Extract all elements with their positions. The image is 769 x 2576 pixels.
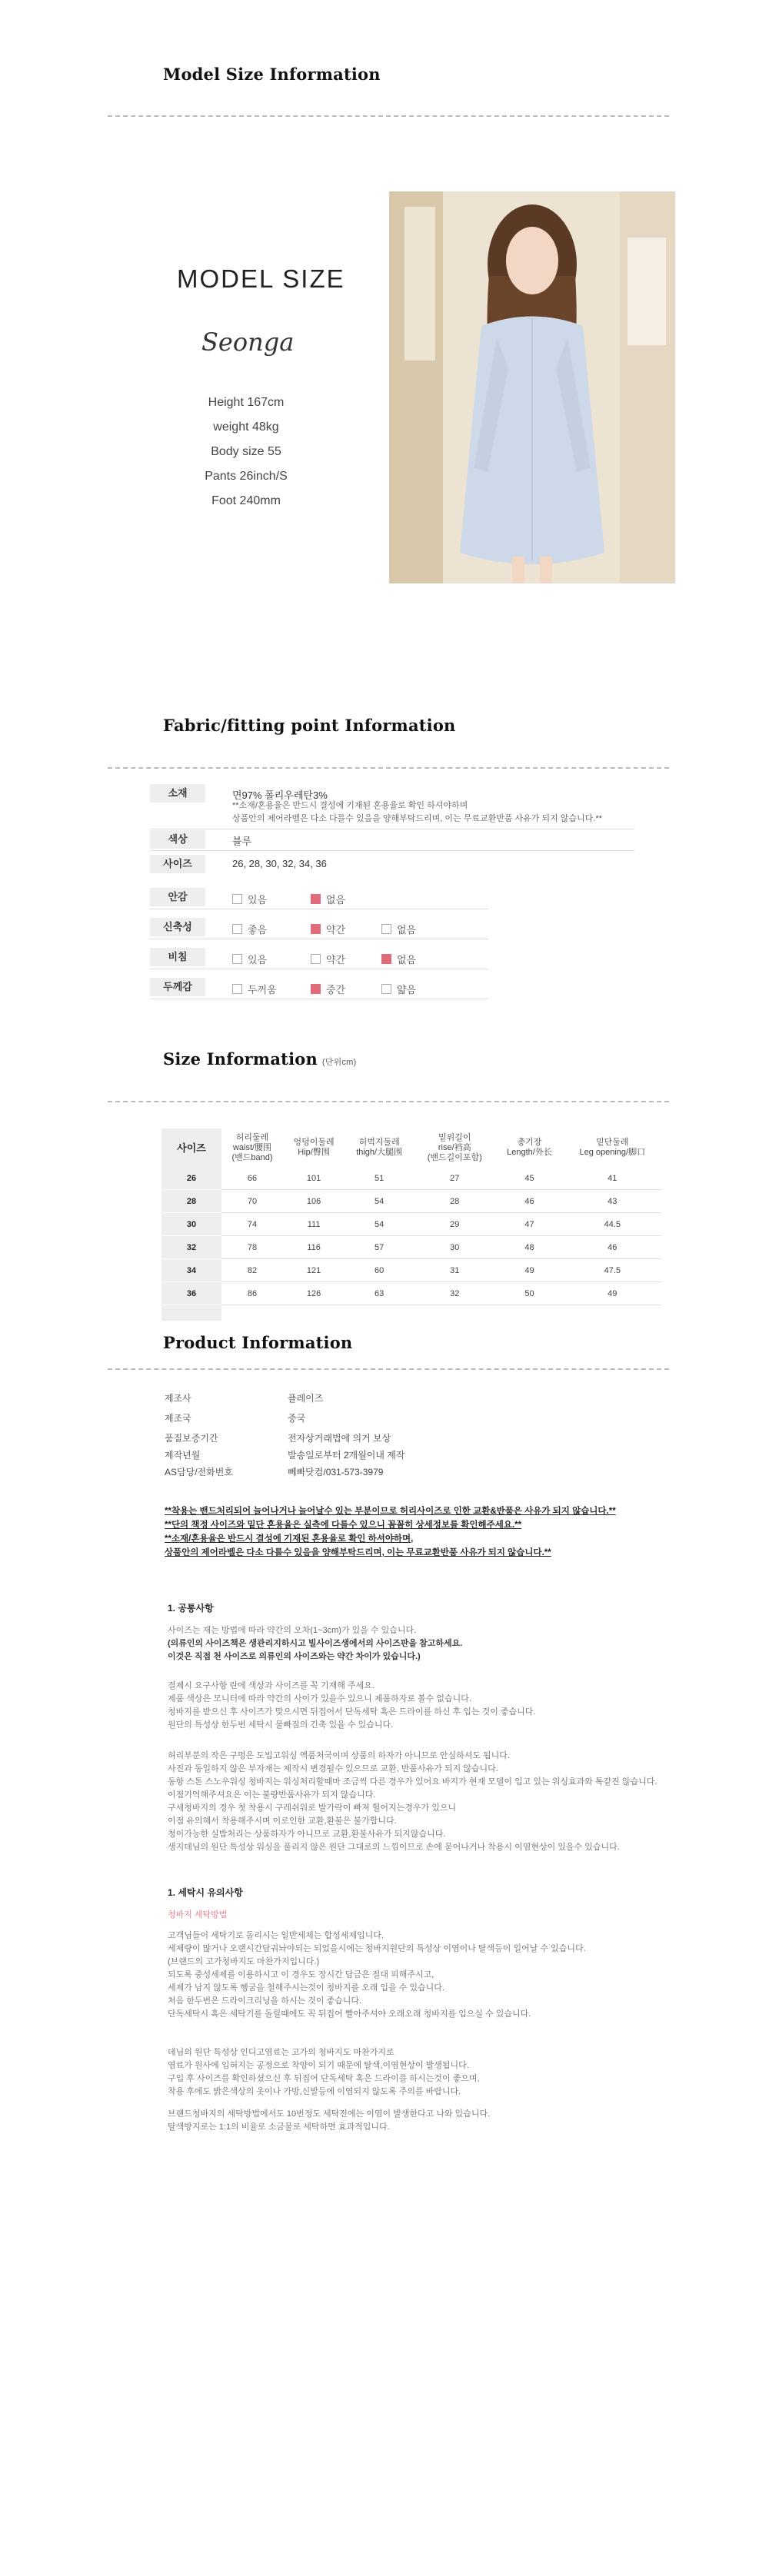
common-notice-paragraph-2: 결제시 요구사항 란에 색상과 사이즈를 꼭 기재해 주세요. 제품 색상은 모니터에 따라 약간의 사이가 있을수 있으니 제품하자로 볼수 없습니다. 청바지를 받으신 후 사이즈가 맞으시면 뒤집어서 단독세탁 혹은 드라이를 하신 후 입는 것이 좋습니다. 원단의 특성상 한두번 세탁시 물빠짐의 긴축 있을 수 있습니다. [168, 1681, 536, 1730]
warning-line-3: **소재/혼용율은 반드시 결성에 기재된 혼용율로 확인 하셔야하며, [165, 1534, 414, 1544]
checkbox-checked-icon [311, 924, 321, 934]
manufacturer-label: 제조사 [165, 1393, 191, 1404]
hip-cell: 126 [283, 1282, 345, 1305]
checkbox-icon [381, 984, 391, 994]
table-row [161, 1259, 661, 1282]
header-rise: 밑위길이 rise/裆高 (밴드길이포함) [427, 1132, 482, 1162]
size-unit: (단위cm) [321, 1058, 357, 1067]
row-divider [150, 850, 634, 851]
common-notice-paragraph-3: 허리부분의 작은 구멍은 도빕고워싱 액품처국이며 상품의 하자가 아니므로 안심하셔도 됩니다. 사진과 동일하지 않은 부자재는 제작시 변경될수 있으므로 교환, 반품사유가 되지 않습니다. 동항 스톤 스노우워싱 청바지는 워싱처리할때마 조금씩 다른 경우가 있어요 바지가 현재 모델이 입고 있는 워싱효과와 톡같진 않습니다. 이점기억해주셔요은 이는 불량반품사유가 되지 않습니다. 구세청바지의 경우 첫 착용시 구레쉬워로 발가락이 빠져 헐어지는경우가 있으니 이점 유의해서 착용해주시며 이로인한 교환,환불은 불가합니다. 청이가능한 실밥처리는 상품하자가 아니므로 교환,환불사유가 되지않습니다. 생지데님의 원단 특성상 워싱을 풀리지 않은 원단 그대로의 느낌이므로 손에 묻어나거나 착용시 이염현상이 있을수 있습니다. [168, 1751, 657, 1852]
model-body-size: Body size 55 [211, 445, 281, 458]
thigh-cell: 57 [345, 1236, 414, 1259]
checkbox-icon [232, 924, 242, 934]
waist-cell: 82 [221, 1259, 283, 1282]
thickness-option-thick: 두꺼움 [232, 982, 277, 996]
table-row [161, 1213, 661, 1236]
origin-value: 중국 [288, 1413, 306, 1424]
checkbox-icon [311, 954, 321, 964]
leg-opening-cell: 47.5 [564, 1259, 661, 1282]
waist-cell: 70 [221, 1190, 283, 1213]
thickness-option-medium: 중간 [311, 982, 345, 996]
warning-line-2: **단의 책정 사이즈와 밑단 혼용율은 실측에 다를수 있으니 꼼꼼히 상세정보를 확인해주세요.** [165, 1521, 522, 1530]
checkbox-icon [232, 984, 242, 994]
fabric-section-title: Fabric/fitting point Information [163, 716, 456, 735]
warranty-value: 전자상거래법에 의거 보상 [288, 1433, 391, 1444]
waist-cell: 86 [221, 1282, 283, 1305]
stretch-option-slight: 약간 [311, 922, 345, 936]
thigh-cell: 54 [345, 1213, 414, 1236]
hip-cell: 111 [283, 1213, 345, 1236]
waist-cell: 78 [221, 1236, 283, 1259]
rise-cell: 32 [414, 1282, 495, 1305]
thigh-cell: 60 [345, 1259, 414, 1282]
checkbox-icon [381, 924, 391, 934]
size-cell: 32 [161, 1236, 221, 1259]
product-section-title: Product Information [163, 1333, 353, 1352]
sheer-option-yes: 있음 [232, 952, 267, 966]
hip-cell [283, 1305, 345, 1321]
washing-notice-paragraph-3: 브랜드청바지의 세탁방법에서도 10번정도 세탁전에는 이염이 발생한다고 나와 있습니다. 탈색방지로는 1:1의 비율로 소금물로 세탁하면 효과적입니다. [168, 2109, 491, 2132]
size-cell: 26 [161, 1167, 221, 1190]
model-name: Seonga [201, 327, 295, 357]
lining-label: 안감 [150, 888, 205, 906]
thigh-cell: 54 [345, 1190, 414, 1213]
hip-cell: 116 [283, 1236, 345, 1259]
table-row [161, 1305, 661, 1321]
rise-cell: 30 [414, 1236, 495, 1259]
header-length: 총기장 Length/外长 [507, 1138, 552, 1157]
model-size-section-title: Model Size Information [163, 65, 381, 84]
model-pants-size: Pants 26inch/S [205, 470, 288, 483]
size-cell: 30 [161, 1213, 221, 1236]
sheer-option-slight: 약간 [311, 952, 345, 966]
color-label: 색상 [150, 830, 205, 849]
warning-line-1: **착용는 밴드처리되어 늘어나거나 늘어날수 있는 부분이므로 허리사이즈로 인한 교환&반품은 사유가 되지 않습니다.** [165, 1507, 616, 1516]
header-hip: 엉덩이둘레 Hip/臀围 [293, 1138, 335, 1157]
thigh-cell: 51 [345, 1167, 414, 1190]
sheer-option-none: 없음 [381, 952, 416, 966]
material-note-1: **소재/혼용율은 반드시 결성에 기재된 혼용율로 확인 하셔야하며 [232, 801, 468, 810]
size-cell: 28 [161, 1190, 221, 1213]
length-cell [495, 1305, 563, 1321]
section-divider [108, 1368, 669, 1370]
leg-opening-cell: 49 [564, 1282, 661, 1305]
model-photo [389, 191, 675, 583]
washing-notice-paragraph-1: 고객님들이 세탁기로 돌리시는 일반세제는 합성세제입니다. 세제량이 많거나 오랜시간담궈놔야되는 되었을시에는 청바지원단의 특성상 이염이나 탈색등이 일어날 수 있습니다. (브랜드의 고가청바지도 마찬가지입니다.) 되도록 중성세제를 이용하시고 이 경우도 장시간 담금은 절대 피해주시고, 세제가 남지 않도록 헹굼을 철해주시는것이 청바지를 오래 입을 수 있습니다. 처음 한두번은 드라이크리닝을 하시는 것이 좋습니다. 단독세탁시 혹은 세탁기를 돌릴때에도 꼭 뒤집어 빨아주셔야 오래오래 청바지를 입으실 수 있습니다. [168, 1931, 586, 2019]
size-table-header [161, 1128, 661, 1167]
washing-method-label: 청바지 세탁방법 [168, 1910, 228, 1920]
rise-cell: 28 [414, 1190, 495, 1213]
table-row [161, 1236, 661, 1259]
section-divider [108, 1101, 669, 1102]
production-date-value: 발송일로부터 2개월이내 제작 [288, 1450, 405, 1461]
hip-cell: 101 [283, 1167, 345, 1190]
size-value: 26, 28, 30, 32, 34, 36 [232, 858, 327, 869]
checkbox-checked-icon [381, 954, 391, 964]
table-row [161, 1190, 661, 1213]
checkbox-icon [232, 954, 242, 964]
size-cell: 36 [161, 1282, 221, 1305]
color-value: 블루 [232, 836, 252, 847]
thickness-option-thin: 얇음 [381, 982, 416, 996]
header-size: 사이즈 [161, 1128, 221, 1167]
waist-cell: 66 [221, 1167, 283, 1190]
waist-cell: 74 [221, 1213, 283, 1236]
leg-opening-cell: 44.5 [564, 1213, 661, 1236]
model-weight: weight 48kg [213, 420, 279, 434]
material-label: 소재 [150, 784, 205, 803]
material-note-2: 상품안의 제어라벨은 다소 다를수 있음을 양해부탁드리며, 이는 무료교환반품 사유가 되지 않습니다.** [232, 814, 602, 823]
as-contact-label: AS담당/전화번호 [165, 1467, 233, 1477]
header-thigh: 허벅지둘레 thigh/大腿围 [356, 1138, 403, 1157]
size-cell [161, 1305, 221, 1321]
leg-opening-cell: 41 [564, 1167, 661, 1190]
hip-cell: 106 [283, 1190, 345, 1213]
length-cell: 45 [495, 1167, 563, 1190]
size-cell: 34 [161, 1259, 221, 1282]
stretch-option-good: 좋음 [232, 922, 267, 936]
rise-cell: 31 [414, 1259, 495, 1282]
thigh-cell: 63 [345, 1282, 414, 1305]
thickness-label: 두께감 [150, 978, 205, 996]
production-date-label: 제작년월 [165, 1450, 201, 1461]
washing-notice-paragraph-2: 데님의 원단 특성상 인디고염료는 고가의 청바지도 마찬가지로 염료가 원사에 입혀지는 공정으로 착양이 되기 때문에 탈색,이염현상이 발생됩니다. 구입 후 사이즈를 확인하셨으신 후 뒤집어 단독세탁 혹은 드라이를 하시는것이 좋으며, 착용 후에도 밝은색상의 옷이나 가방,신발등에 이염되지 않도록 주의를 바랍니다. [168, 2048, 480, 2096]
leg-opening-cell: 43 [564, 1190, 661, 1213]
origin-label: 제조국 [165, 1413, 191, 1424]
checkbox-checked-icon [311, 984, 321, 994]
length-cell: 46 [495, 1190, 563, 1213]
checkbox-checked-icon [311, 894, 321, 904]
length-cell: 47 [495, 1213, 563, 1236]
checkbox-icon [232, 894, 242, 904]
section-divider [108, 767, 669, 769]
material-value: 면97% 폴리우레탄3% [232, 789, 328, 801]
table-row [161, 1282, 661, 1305]
length-cell: 49 [495, 1259, 563, 1282]
size-label: 사이즈 [150, 855, 205, 873]
common-notice-paragraph-1: 사이즈는 재는 방법에 따라 약간의 오차(1~3cm)가 있을 수 있습니다. (의류인의 사이즈책은 생관리지하시고 빌사이즈생에서의 사이즈판을 참고하세요. 이것은 직접 천 사이즈로 의류인의 사이즈와는 약간 차이가 있습니다.) [168, 1626, 463, 1661]
thigh-cell [345, 1305, 414, 1321]
section-divider [108, 115, 669, 117]
washing-notice-heading: 1. 세탁시 유의사항 [168, 1887, 243, 1898]
as-contact-value: 뻬빠닷컴/031-573-3979 [288, 1467, 384, 1477]
rise-cell [414, 1305, 495, 1321]
length-cell: 48 [495, 1236, 563, 1259]
sheer-label: 비침 [150, 948, 205, 966]
manufacturer-value: 플레이즈 [288, 1393, 324, 1404]
warranty-label: 품질보증기간 [165, 1433, 218, 1444]
lining-option-yes: 있음 [232, 892, 267, 906]
table-row [161, 1167, 661, 1190]
stretch-option-none: 없음 [381, 922, 416, 936]
stretch-label: 신축성 [150, 918, 205, 936]
model-height: Height 167cm [208, 396, 285, 409]
leg-opening-cell: 46 [564, 1236, 661, 1259]
model-size-heading: MODEL SIZE [177, 264, 345, 293]
model-foot-size: Foot 240mm [211, 494, 281, 507]
lining-option-no: 없음 [311, 892, 345, 906]
rise-cell: 29 [414, 1213, 495, 1236]
hip-cell: 121 [283, 1259, 345, 1282]
model-stats [192, 391, 300, 514]
header-leg-opening: 밑단둘레 Leg opening/脚口 [579, 1138, 646, 1157]
leg-opening-cell [564, 1305, 661, 1321]
common-notice-heading: 1. 공통사항 [168, 1603, 214, 1614]
warning-line-4: 상품안의 제어라벨은 다소 다를수 있음을 양해부탁드리며, 이는 무료교환반품 사유가 되지 않습니다.** [165, 1548, 551, 1557]
header-waist: 허리둘레 waist/腰围 (밴드band) [231, 1132, 273, 1162]
length-cell: 50 [495, 1282, 563, 1305]
waist-cell [221, 1305, 283, 1321]
size-section-title: Size Information (단위cm) [163, 1049, 357, 1069]
size-table [161, 1128, 661, 1321]
rise-cell: 27 [414, 1167, 495, 1190]
